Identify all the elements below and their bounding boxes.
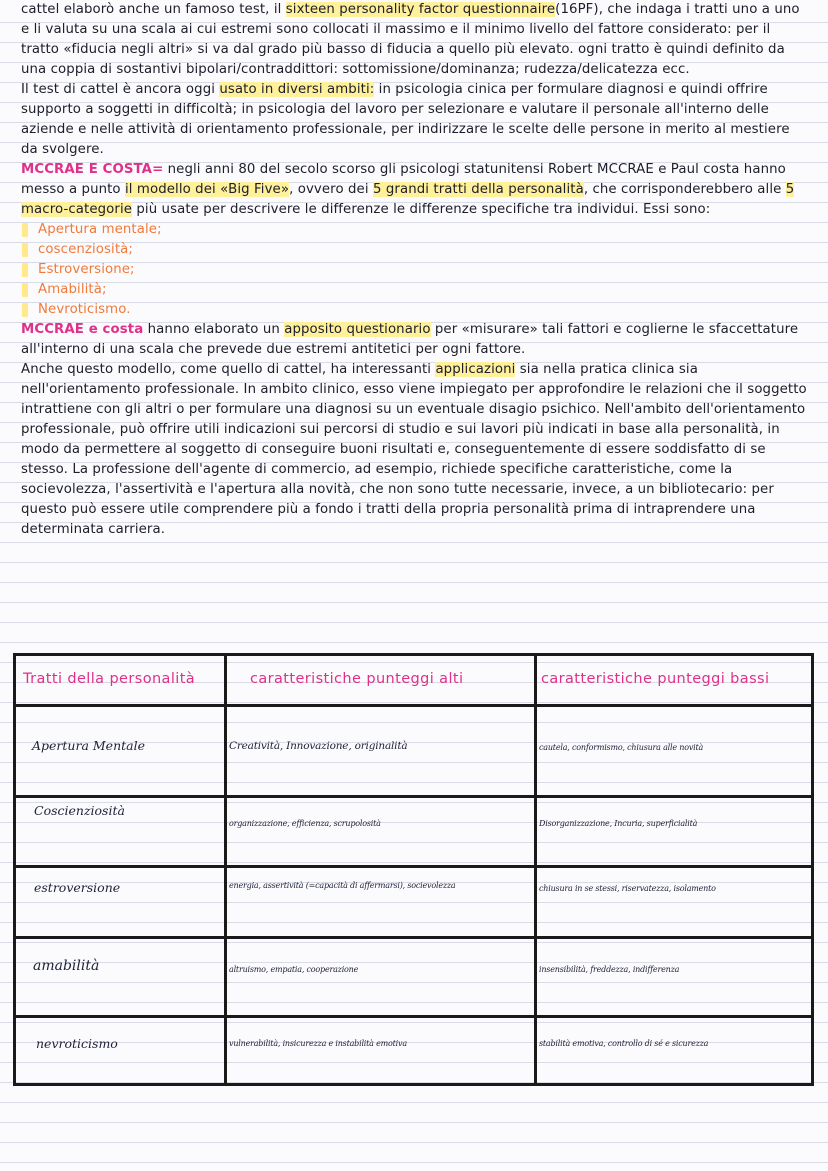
bullet-text: Amabilità;: [38, 282, 107, 297]
trait-high: altruismo, empatia, cooperazione: [229, 965, 359, 974]
text-span: per «misurare» tali fattori e coglierne le sfaccettature all'interno di una scala che prevede due estremi antitetici per ogni fattore.: [21, 322, 799, 357]
trait-low: chiusura in se stessi, riservatezza, isolamento: [539, 884, 716, 893]
trait-high: organizzazione, efficienza, scrupolosità: [229, 819, 381, 828]
table-divider: [224, 656, 227, 1083]
trait-high: Creatività, Innovazione, originalità: [229, 740, 408, 752]
paragraph-usage: [21, 80, 807, 160]
table-divider: [16, 704, 811, 707]
trait-low: cautela, conformismo, chiusura alle novità: [539, 743, 704, 752]
highlight-ambiti: usato in diversi ambiti:: [219, 82, 375, 97]
traits-list: [21, 220, 807, 320]
text-span: Anche questo modello, come quello di cattel, ha interessanti: [21, 362, 436, 377]
text-span: più usate per descrivere le differenze le differenze specifiche tra individui. Essi sono:: [132, 202, 711, 217]
table-divider: [16, 936, 811, 939]
bullet-text: Estroversione;: [38, 262, 135, 277]
paragraph-questionario: [21, 320, 807, 360]
list-item: [21, 260, 807, 280]
bullet-text: coscenziosità;: [38, 242, 133, 257]
trait-low: Disorganizzazione, Incuria, superficialità: [539, 819, 698, 828]
paragraph-big-five: [21, 160, 807, 220]
text-span: Il test di cattel è ancora oggi: [21, 82, 220, 97]
text-span: sia nella pratica clinica sia nell'orientamento professionale. In ambito clinico, esso viene impiegato per approfondire le relazioni che il soggetto intrattiene con gli altri o per formulare una diagnosi su un eventuale disagio psichico. Nell'ambito dell'orientamento professionale, può offrire utili indicazioni sui percorsi di studio e sui lavori più indicati in base alla personalità, in modo da permettere al soggetto di conseguire buoni risultati e, conseguentemente di essere soddisfatto di se stesso. La professione dell'agente di commercio, ad esempio, richiede specifiche caratteristiche, come la socievolezza, l'assertività e l'apertura alla novità, che non sono tutte necessarie, invece, a un bibliotecario: per questo può essere utile comprendere più a fondo i tratti della propria personalità prima di intraprendere una determinata carriera.: [21, 362, 807, 537]
trait-name: nevroticismo: [36, 1036, 118, 1051]
column-header-high: caratteristiche punteggi alti: [250, 671, 464, 687]
trait-name: estroversione: [34, 880, 121, 895]
list-item: [21, 280, 807, 300]
paragraph-applicazioni: [21, 360, 807, 540]
column-header-traits: Tratti della personalità: [23, 671, 196, 687]
list-item: [21, 240, 807, 260]
text-span: in psicologia cinica per formulare diagnosi e quindi offrire supporto a soggetti in difficoltà; in psicologia del lavoro per selezionare e valutare il personale all'interno delle aziende e nelle attività di orientamento professionale, per indirizzare le scelte delle persone in merito al mestiere da svolgere.: [21, 82, 790, 157]
notes-text: [21, 0, 807, 540]
heading-mccrae-costa-2: MCCRAE e costa: [21, 322, 144, 337]
trait-high: energia, assertività (=capacità di affermarsi), socievolezza: [229, 881, 456, 890]
trait-name: Coscienziosità: [34, 803, 125, 818]
trait-name: Apertura Mentale: [32, 738, 145, 753]
trait-low: stabilità emotiva, controllo di sé e sicurezza: [539, 1039, 709, 1048]
text-span: (16PF), che indaga i tratti uno a uno e li valuta su una scala ai cui estremi sono collocati il massimo e il minimo livello del fattore considerato: per il tratto «fiducia negli altri» si va dal grado più basso di fiducia a quello più elevato. ogni tratto è quindi definito da una coppia di sostantivi bipolari/contraddittori: sottomissione/dominanza; rudezza/delicatezza ecc.: [21, 2, 800, 77]
table-divider: [16, 865, 811, 868]
bullet-text: Nevroticismo.: [38, 302, 131, 317]
highlight-5-tratti: 5 grandi tratti della personalità: [372, 182, 584, 197]
traits-table: [13, 653, 814, 1086]
column-header-low: caratteristiche punteggi bassi: [541, 671, 770, 687]
text-span: negli anni 80 del secolo scorso gli psicologi statunitensi Robert MCCRAE e Paul costa hanno messo a punto: [21, 162, 786, 197]
trait-high: vulnerabilità, insicurezza e instabilità emotiva: [229, 1039, 407, 1048]
trait-low: insensibilità, freddezza, indifferenza: [539, 965, 680, 974]
paragraph-16pf: [21, 0, 807, 80]
highlight-questionario: apposito questionario: [284, 322, 431, 337]
table-divider: [16, 795, 811, 798]
text-span: , che corrisponderebbero alle: [583, 182, 786, 197]
text-span: cattel elaborò anche un famoso test, il: [21, 2, 286, 17]
list-item: [21, 220, 807, 240]
highlight-16pf: sixteen personality factor questionnaire: [285, 2, 556, 17]
list-item: [21, 300, 807, 320]
text-span: hanno elaborato un: [143, 322, 285, 337]
highlight-applicazioni: applicazioni: [435, 362, 516, 377]
text-span: , ovvero dei: [289, 182, 373, 197]
table-divider: [16, 1015, 811, 1018]
trait-name: amabilità: [33, 958, 100, 974]
highlight-big-five: il modello dei «Big Five»: [125, 182, 290, 197]
table-divider: [534, 656, 537, 1083]
highlight-macro-categorie: 5 macro-categorie: [21, 182, 795, 217]
bullet-text: Apertura mentale;: [38, 222, 162, 237]
heading-mccrae-costa: MCCRAE E COSTA=: [21, 162, 164, 177]
